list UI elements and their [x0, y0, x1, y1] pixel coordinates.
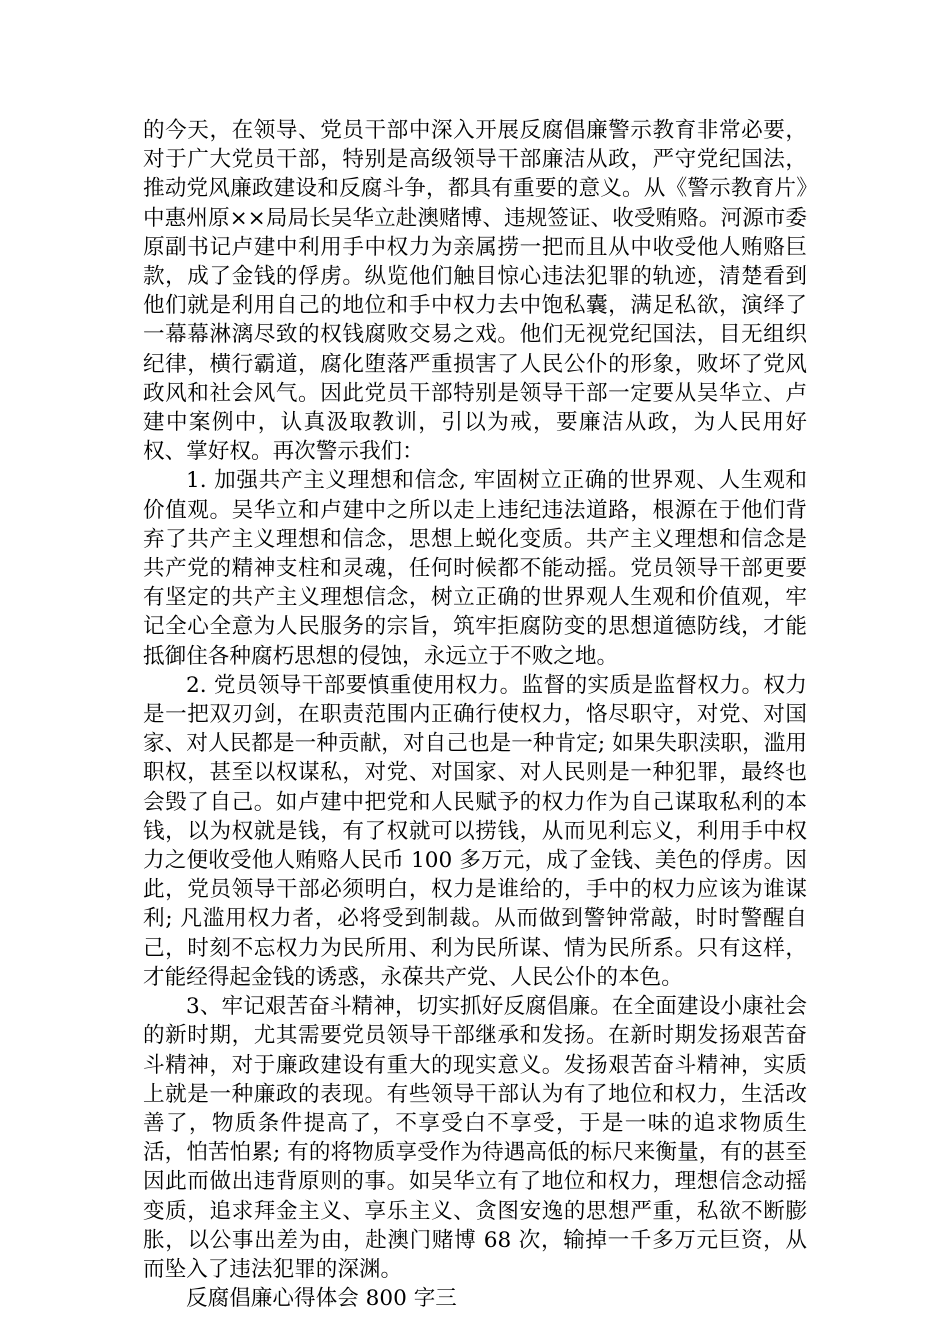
paragraph-point-2: 2. 党员领导干部要慎重使用权力。监督的实质是监督权力。权力是一把双刃剑，在职责范围内正确行使权力，恪尽职守，对党、对国家、对人民都是一种贡献，对自己也是一种肯定; 如果失职渎职，滥用职权，甚至以权谋私，对党、对国家、对人民则是一种犯罪，最终也会毁了自己。如卢建中把党和人民赋予的权力作为自己谋取私利的本钱，以为权就是钱，有了权就可以捞钱，从而见利忘义，利用手中权力之便收受他人贿赂人民币 100 多万元，成了金钱、美色的俘虏。因此，党员领导干部必须明白，权力是谁给的，手中的权力应该为谁谋利; 凡滥用权力者，必将受到制裁。从而做到警钟常敲，时时警醒自己，时刻不忘权力为民所用、利为民所谋、情为民所系。只有这样，才能经得起金钱的诱惑，永葆共产党、人民公仆的本色。: [143, 672, 807, 990]
document-page: [143, 116, 807, 1313]
section-heading: 反腐倡廉心得体会 800 字三: [186, 1286, 457, 1312]
paragraph-intro: 的今天，在领导、党员干部中深入开展反腐倡廉警示教育非常必要，对于广大党员干部，特别是高级领导干部廉洁从政，严守党纪国法，推动党风廉政建设和反腐斗争，都具有重要的意义。从《警示教育片》中惠州原××局局长吴华立赴澳赌博、违规签证、收受贿赂。河源市委原副书记卢建中利用手中权力为亲属捞一把而且从中收受他人贿赂巨款，成了金钱的俘虏。纵览他们触目惊心违法犯罪的轨迹，清楚看到他们就是利用自己的地位和手中权力去中饱私囊，满足私欲，演绎了一幕幕淋漓尽致的权钱腐败交易之戏。他们无视党纪国法，目无组织纪律，横行霸道，腐化堕落严重损害了人民公仆的形象，败坏了党风政风和社会风气。因此党员干部特别是领导干部一定要从吴华立、卢建中案例中，认真汲取教训，引以为戒，要廉洁从政，为人民用好权、掌好权。再次警示我们：: [143, 118, 807, 465]
paragraph-point-1: 1. 加强共产主义理想和信念, 牢固树立正确的世界观、人生观和价值观。吴华立和卢建中之所以走上违纪违法道路，根源在于他们背弃了共产主义理想和信念，思想上蜕化变质。共产主义理想和信念是共产党的精神支柱和灵魂，任何时候都不能动摇。党员领导干部更要有坚定的共产主义理想信念，树立正确的世界观人生观和价值观，牢记全心全意为人民服务的宗旨，筑牢拒腐防变的思想道德防线，才能抵御住各种腐朽思想的侵蚀，永远立于不败之地。: [143, 468, 807, 669]
paragraph-point-3: 3、牢记艰苦奋斗精神，切实抓好反腐倡廉。在全面建设小康社会的新时期，尤其需要党员领导干部继承和发扬。在新时期发扬艰苦奋斗精神，对于廉政建设有重大的现实意义。发扬艰苦奋斗精神，实质上就是一种廉政的表现。有些领导干部认为有了地位和权力，生活改善了，物质条件提高了，不享受白不享受，于是一味的追求物质生活，怕苦怕累; 有的将物质享受作为待遇高低的标尺来衡量，有的甚至因此而做出违背原则的事。如吴华立有了地位和权力，理想信念动摇变质，追求拜金主义、享乐主义、贪图安逸的思想严重，私欲不断膨胀，以公事出差为由，赴澳门赌博 68 次，输掉一千多万元巨资，从而坠入了违法犯罪的深渊。: [143, 994, 807, 1282]
